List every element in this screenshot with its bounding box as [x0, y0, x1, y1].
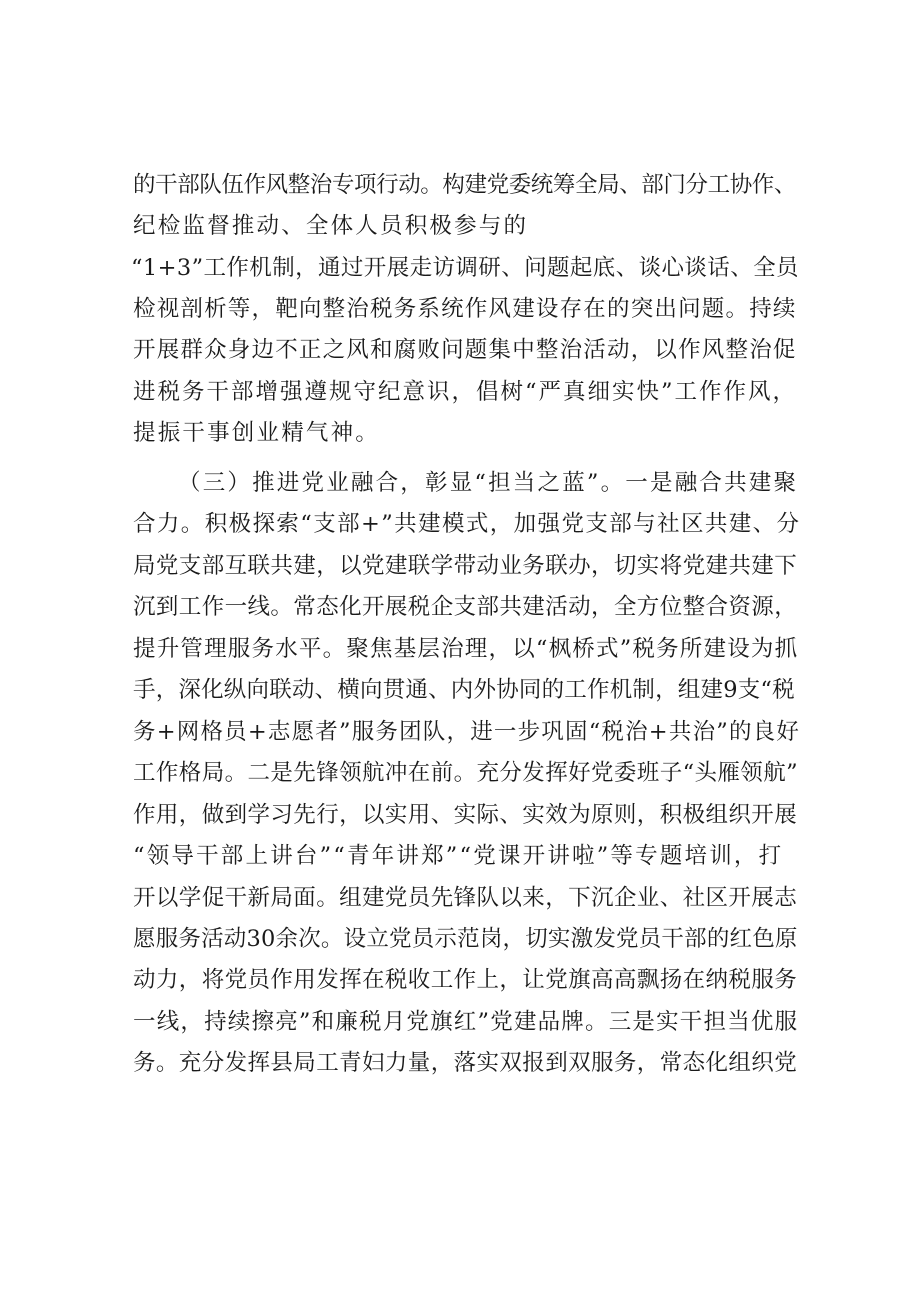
text-line: 动力，将党员作用发挥在税收工作上，让党旗高高飘扬在纳税服务 [133, 967, 798, 993]
text-line: 局党支部互联共建，以党建联学带动业务联办，切实将党建共建下 [133, 553, 798, 579]
text-line: 开展群众身边不正之风和腐败问题集中整治活动，以作风整治促 [133, 337, 797, 363]
text-line: （三）推进党业融合，彰显“担当之蓝”。一是融合共建聚 [178, 470, 799, 496]
text-line: 合力。积极探索“支部+”共建模式，加强党支部与社区共建、分 [133, 511, 801, 537]
text-line: 纪检监督推动、全体人员积极参与的 [133, 213, 529, 239]
text-line: 检视剖析等，靶向整治税务系统作风建设存在的突出问题。持续 [133, 296, 797, 322]
text-line: 务。充分发挥县局工青妇力量，落实双报到双服务，常态化组织党 [133, 1050, 798, 1076]
text-line: 愿服务活动30余次。设立党员示范岗，切实激发党员干部的红色原 [133, 926, 798, 952]
text-line: 作用，做到学习先行，以实用、实际、实效为原则，积极组织开展 [133, 802, 798, 828]
text-line: 手，深化纵向联动、横向贯通、内外协同的工作机制，组建9支“税 [133, 677, 795, 703]
text-line: 一线，持续擦亮”和廉税月党旗红”党建品牌。三是实干担当优服 [133, 1009, 799, 1035]
text-line: 提振干事创业精气神。 [133, 420, 381, 446]
text-line: “领导干部上讲台”“青年讲郑”“党课开讲啦”等专题培训，打 [133, 843, 784, 869]
text-line: 的干部队伍作风整治专项行动。构建党委统筹全局、部门分工协作、 [133, 172, 797, 198]
text-line: 沉到工作一线。常态化开展税企支部共建活动，全方位整合资源， [133, 594, 798, 620]
text-line: 提升管理服务水平。聚焦基层治理，以“枫桥式”税务所建设为抓 [133, 636, 799, 662]
text-line: 务+网格员+志愿者”服务团队，进一步巩固“税治+共治”的良好 [133, 719, 801, 745]
text-line: 进税务干部增强遵规守纪意识，倡树“严真细实快”工作作风， [133, 379, 798, 405]
text-line: 工作格局。二是先锋领航冲在前。充分发挥好党委班子“头雁领航” [133, 760, 799, 786]
text-line: “1+3”工作机制，通过开展走访调研、问题起底、谈心谈话、全员 [131, 255, 799, 281]
text-line: 开以学促干新局面。组建党员先锋队以来，下沉企业、社区开展志 [133, 885, 798, 911]
